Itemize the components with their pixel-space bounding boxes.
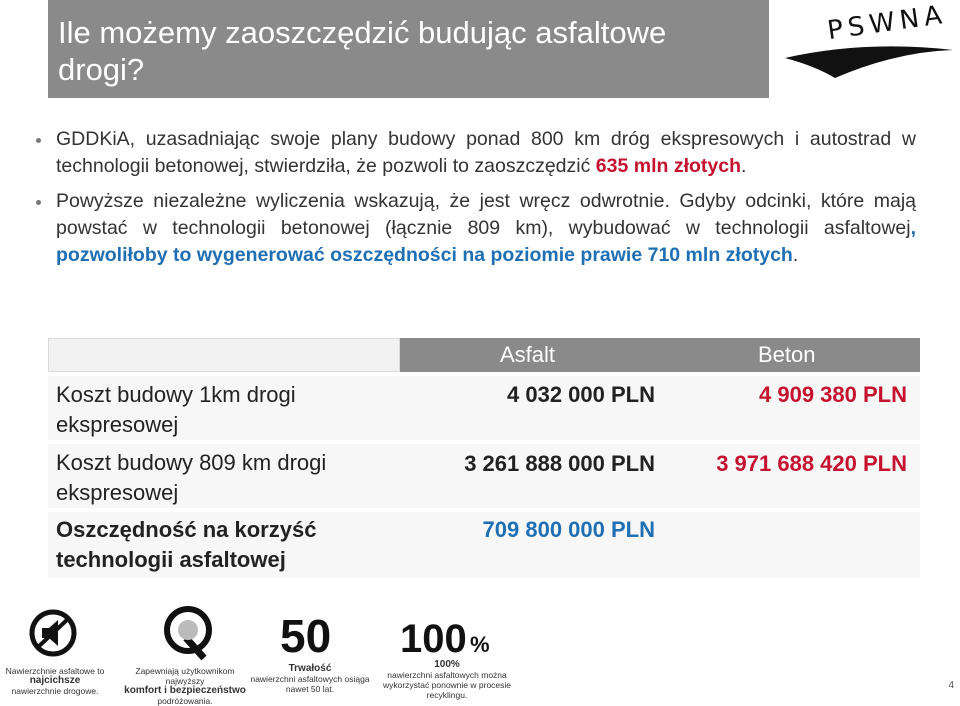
column-label-beton: Beton: [758, 342, 816, 367]
cell-savings: 709 800 000 PLN: [482, 517, 655, 542]
badge-line: nawierzchni asfaltowych osiąga nawet 50 lat.: [250, 674, 370, 694]
bullet-text: Powyższe niezależne wyliczenia wskazują, że jest wręcz odwrotnie. Gdyby odcinki, które mają powstać w technologii betonowej (łącznie 809 km), wybudować w technologii asfaltowej: [56, 190, 916, 239]
cell-beton: 4 909 380 PLN: [759, 382, 907, 407]
svg-text:100: 100: [400, 617, 467, 661]
table-header-beton: [664, 338, 920, 372]
badge-line-bold: Trwałość: [288, 663, 332, 674]
bullet-end: .: [741, 155, 747, 177]
badge-caption: [382, 660, 512, 700]
row-label: Koszt budowy 1km drogi ekspresowej: [56, 382, 296, 437]
column-label-asfalt: Asfalt: [500, 342, 556, 367]
svg-text:%: %: [470, 632, 490, 657]
fifty-years-icon: [278, 608, 346, 662]
badge-line-bold: 100%: [434, 659, 460, 670]
pswna-logo: [775, 0, 960, 100]
table-header-asfalt: [400, 338, 664, 372]
bullet-dot-icon: [36, 200, 41, 205]
no-noise-icon: [28, 608, 84, 658]
page-title: Ile możemy zaoszczędzić budując asfaltowe drogi?: [58, 15, 667, 87]
badge-line-bold: najcichsze: [29, 675, 81, 686]
cell-beton: 3 971 688 420 PLN: [716, 451, 907, 476]
badge-line: Nawierzchnie asfaltowe to: [5, 666, 105, 676]
quality-q-icon: [160, 604, 218, 662]
cell-asfalt: 3 261 888 000 PLN: [464, 451, 655, 476]
badge-caption: [0, 666, 120, 696]
badge-line: nawierzchni asfaltowych można wykorzystać ponownie w procesie recyklingu.: [382, 670, 512, 700]
bullet-dot-icon: [36, 138, 41, 143]
logo-swoosh-icon: [775, 0, 960, 100]
bullet-item: [36, 188, 916, 269]
table-header-empty: [48, 338, 400, 372]
row-label: Oszczędność na korzyść technologii asfaltowej: [56, 517, 317, 572]
cell-asfalt: 4 032 000 PLN: [507, 382, 655, 407]
page-number: 4: [948, 680, 954, 691]
badge-caption: [245, 664, 375, 694]
savings-conclusion: , pozwoliłoby to wygenerować oszczędności na poziomie prawie 710 mln złotych: [56, 217, 916, 266]
svg-text:50: 50: [280, 610, 332, 662]
badge-line-bold: komfort i bezpieczeństwo: [124, 685, 246, 696]
logo-text: PSWNA: [825, 0, 949, 47]
bullet-text: GDDKiA, uzasadniając swoje plany budowy ponad 800 km dróg ekspresowych i autostrad w technologii betonowej, stwierdziła, że pozwoli to zaoszczędzić: [56, 128, 916, 177]
footer-badges: [0, 600, 960, 706]
badge-line: podróżowania.: [157, 696, 213, 706]
bullet-end: .: [792, 244, 799, 266]
bullet-list: [36, 126, 916, 269]
hundred-percent-icon: [400, 610, 496, 660]
savings-claim: 635 mln złotych: [595, 155, 741, 177]
row-label: Koszt budowy 809 km drogi ekspresowej: [56, 450, 327, 505]
badge-line: nawierzchnie drogowe.: [11, 686, 99, 696]
badge-caption: [120, 666, 250, 706]
badge-line: Zapewniają użytkownikom najwyższy: [135, 666, 235, 686]
bullet-item: [36, 126, 916, 180]
